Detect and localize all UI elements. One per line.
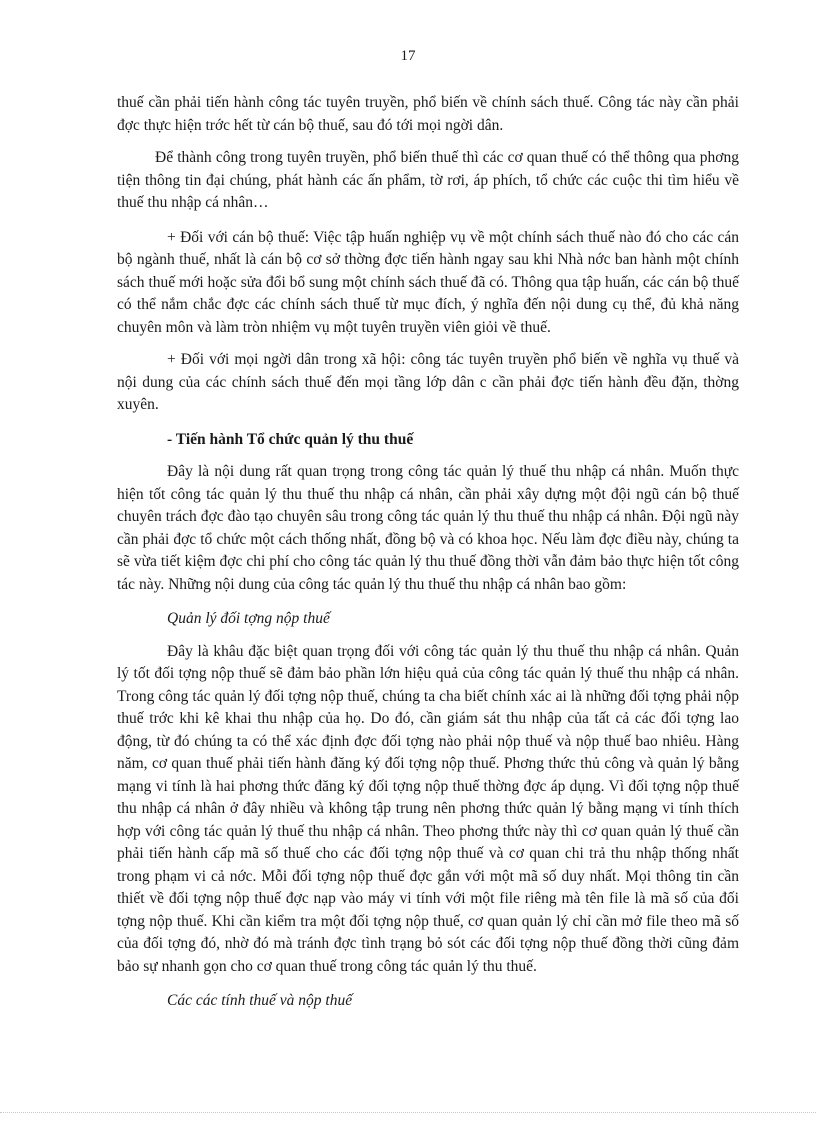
- paragraph-propaganda: Để thành công trong tuyên truyền, phổ biến thuế thì các cơ quan thuế có thể thông qua phơng tiện thông tin đại chúng, phát hành các ấn phẩm, tờ rơi, áp phích, tổ chức các cuộc thi tìm hiểu về thuế thu nhập cá nhân…: [117, 149, 739, 211]
- section-heading-collection: - Tiến hành Tổ chức quản lý thu thuế: [167, 430, 414, 448]
- subheading-tax-calculation: Các các tính thuế và nộp thuế: [167, 992, 353, 1009]
- paragraph-tax-officers: + Đối với cán bộ thuế: Việc tập huấn nghiệp vụ về một chính sách thuế nào đó cho các cán bộ ngành thuế, nhất là cán bộ cơ sở thờng đợc tiến hành ngay sau khi Nhà nớc ban hành một chính sách thuế mới hoặc sửa đổi bổ sung một chính sách thuế đã có. Thông qua tập huấn, các cán bộ thuế có thể nắm chắc đợc các chính sách thuế từ mục đích, ý nghĩa đến nội dung cụ thể, đủ khả năng chuyên môn và làm tròn nhiệm vụ một tuyên truyền viên giỏi về thuế.: [117, 228, 739, 336]
- page-bottom-divider: [0, 1112, 816, 1113]
- subheading-taxpayers: Quản lý đối tợng nộp thuế: [167, 610, 330, 627]
- page-number: 17: [400, 48, 416, 64]
- paragraph-taxpayers: Đây là khâu đặc biệt quan trọng đối với công tác quản lý thu thuế thu nhập cá nhân. Quản lý tốt đối tợng nộp thuế sẽ đảm bảo phần lớn hiệu quả của công tác quản lý thuế thu nhập cá nhân. Trong công tác quản lý đối tợng nộp thuế, chúng ta cha biết chính xác ai là những đối tợng phải nộp thuế trớc khi kê khai thu nhập của họ. Do đó, cần giám sát thu nhập của tất cả các đối tợng lao động, từ đó chúng ta có thể xác định đợc đối tợng nào phải nộp thuế và nộp thuế bao nhiêu. Hàng năm, cơ quan thuế phải tiến hành đăng ký đối tợng nộp thuế. Phơng thức thủ công và quản lý bằng mạng vi tính là hai phơng thức đăng ký đối tợng nộp thuế thờng đợc áp dụng. Vì đối tợng nộp thuế thu nhập cá nhân ở đây nhiều và không tập trung nên phơng thức quản lý bằng mạng vi tính thích hợp với công tác quản lý thuế thu nhập cá nhân. Theo phơng thức này thì cơ quan quản lý thuế cần phải tiến hành cấp mã số thuế cho các đối tợng nộp thuế và cơ quan chi trả thu nhập thống nhất trong phạm vi cả nớc. Mỗi đối tợng nộp thuế đợc gắn với một mã số duy nhất. Mọi thông tin cần thiết về đối tợng nộp thuế đợc nạp vào máy vi tính với một file riêng mà tên file là mã số của đối tợng nộp thuế. Khi cần kiểm tra một đối tợng nộp thuế, cơ quan quản lý chỉ cần mở file theo mã số của đối tợng đó, nhờ đó mà tránh đợc tình trạng bỏ sót các đối tợng nộp thuế đồng thời cũng đảm bảo sự nhanh gọn cho cơ quan thuế trong công tác quản lý thu thuế.: [117, 642, 739, 975]
- paragraph-citizens: + Đối với mọi ngời dân trong xã hội: công tác tuyên truyền phổ biến về nghĩa vụ thuế và nội dung của các chính sách thuế đến mọi tầng lớp dân c cần phải đợc tiến hành đều đặn, thờng xuyên.: [117, 351, 739, 413]
- document-body: [117, 92, 739, 1013]
- paragraph-collection: Đây là nội dung rất quan trọng trong công tác quản lý thuế thu nhập cá nhân. Muốn thực hiện tốt công tác quản lý thu thuế thu nhập cá nhân, cần phải xây dựng một đội ngũ cán bộ thuế chuyên trách đợc đào tạo chuyên sâu trong công tác quản lý thu thuế thu nhập cá nhân. Đội ngũ này cần phải đợc tổ chức một cách thống nhất, đồng bộ và có khoa học. Nếu làm đợc điều này, chúng ta sẽ vừa tiết kiệm đợc chi phí cho công tác quản lý thu thuế đồng thời vẫn đảm bảo thực hiện tốt công tác này. Những nội dung của công tác quản lý thu thuế thu nhập cá nhân bao gồm:: [117, 463, 739, 593]
- paragraph-continuation: thuế cần phải tiến hành công tác tuyên truyền, phổ biến về chính sách thuế. Công tác này cần phải đợc thực hiện trớc hết từ cán bộ thuế, sau đó tới mọi ngời dân.: [117, 94, 739, 134]
